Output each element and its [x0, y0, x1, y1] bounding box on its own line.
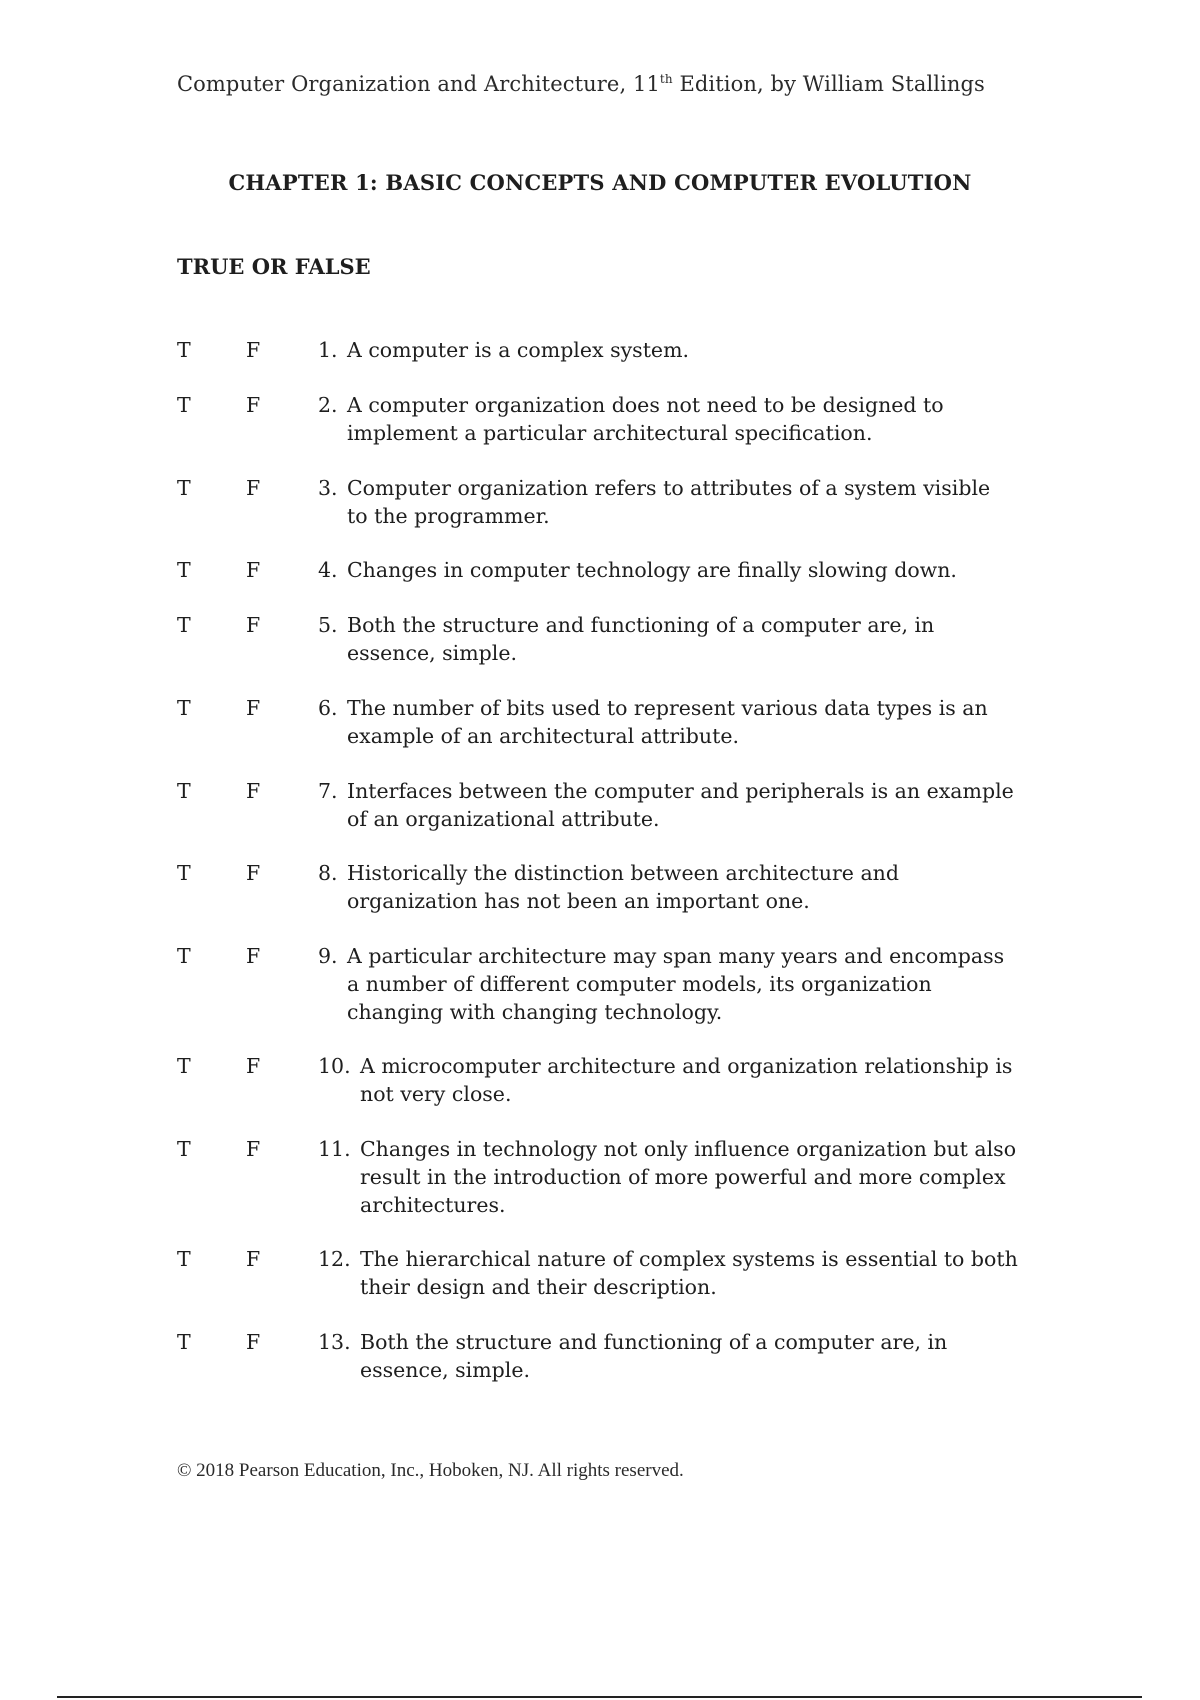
question-number: 12.: [318, 1247, 351, 1271]
question-text: The hierarchical nature of complex systems is essential to both their design and their description.: [360, 1247, 1018, 1299]
question-text: Both the structure and functioning of a computer are, in essence, simple.: [360, 1330, 948, 1382]
question-text: Both the structure and functioning of a computer are, in essence, simple.: [347, 613, 935, 665]
false-option[interactable]: F: [246, 696, 261, 720]
copyright-notice: © 2018 Pearson Education, Inc., Hoboken, NJ. All rights reserved.: [177, 1460, 684, 1481]
true-option[interactable]: T: [177, 1054, 191, 1078]
question-text: Interfaces between the computer and peripherals is an example of an organizational attribute.: [347, 779, 1014, 831]
true-option[interactable]: T: [177, 613, 191, 637]
false-option[interactable]: F: [246, 613, 261, 637]
question-number: 10.: [318, 1054, 351, 1078]
true-option[interactable]: T: [177, 696, 191, 720]
question-text: Historically the distinction between architecture and organization has not been an important one.: [347, 861, 899, 913]
true-option[interactable]: T: [177, 861, 191, 885]
false-option[interactable]: F: [246, 1247, 261, 1271]
question-text: A computer is a complex system.: [347, 338, 690, 362]
true-option[interactable]: T: [177, 944, 191, 968]
question-number: 6.: [318, 696, 338, 720]
false-option[interactable]: F: [246, 944, 261, 968]
false-option[interactable]: F: [246, 558, 261, 582]
question-number: 3.: [318, 476, 338, 500]
question-number: 2.: [318, 393, 338, 417]
false-option[interactable]: F: [246, 1330, 261, 1354]
false-option[interactable]: F: [246, 476, 261, 500]
question-number: 8.: [318, 861, 338, 885]
question-number: 9.: [318, 944, 338, 968]
true-option[interactable]: T: [177, 1137, 191, 1161]
true-option[interactable]: T: [177, 1330, 191, 1354]
question-text: Computer organization refers to attributes of a system visible to the programmer.: [347, 476, 991, 528]
question-text: The number of bits used to represent various data types is an example of an architectural attribute.: [347, 696, 988, 748]
true-option[interactable]: T: [177, 393, 191, 417]
question-number: 4.: [318, 558, 338, 582]
question-number: 5.: [318, 613, 338, 637]
question-number: 11.: [318, 1137, 351, 1161]
header-edition-superscript: th: [659, 72, 673, 86]
header-author: Edition, by William Stallings: [672, 72, 985, 96]
question-number: 13.: [318, 1330, 351, 1354]
page-header: [177, 72, 985, 96]
true-option[interactable]: T: [177, 1247, 191, 1271]
question-text: Changes in technology not only influence organization but also result in the introduction of more powerful and more complex architectures.: [360, 1137, 1017, 1217]
false-option[interactable]: F: [246, 861, 261, 885]
chapter-title: CHAPTER 1: BASIC CONCEPTS AND COMPUTER EVOLUTION: [228, 170, 972, 195]
false-option[interactable]: F: [246, 779, 261, 803]
true-option[interactable]: T: [177, 558, 191, 582]
question-text: A microcomputer architecture and organization relationship is not very close.: [360, 1054, 1013, 1106]
question-number: 7.: [318, 779, 338, 803]
footer-divider: [57, 1696, 1142, 1698]
false-option[interactable]: F: [246, 1137, 261, 1161]
question-text: A computer organization does not need to be designed to implement a particular architectural specification.: [347, 393, 944, 445]
question-text: A particular architecture may span many years and encompass a number of different computer models, its organization changing with changing technology.: [347, 944, 1005, 1024]
true-option[interactable]: T: [177, 476, 191, 500]
false-option[interactable]: F: [246, 338, 261, 362]
question-text: Changes in computer technology are finally slowing down.: [347, 558, 957, 582]
false-option[interactable]: F: [246, 1054, 261, 1078]
true-option[interactable]: T: [177, 338, 191, 362]
true-option[interactable]: T: [177, 779, 191, 803]
section-title: TRUE OR FALSE: [177, 254, 371, 279]
question-number: 1.: [318, 338, 338, 362]
header-title: Computer Organization and Architecture, 11: [177, 72, 660, 96]
false-option[interactable]: F: [246, 393, 261, 417]
